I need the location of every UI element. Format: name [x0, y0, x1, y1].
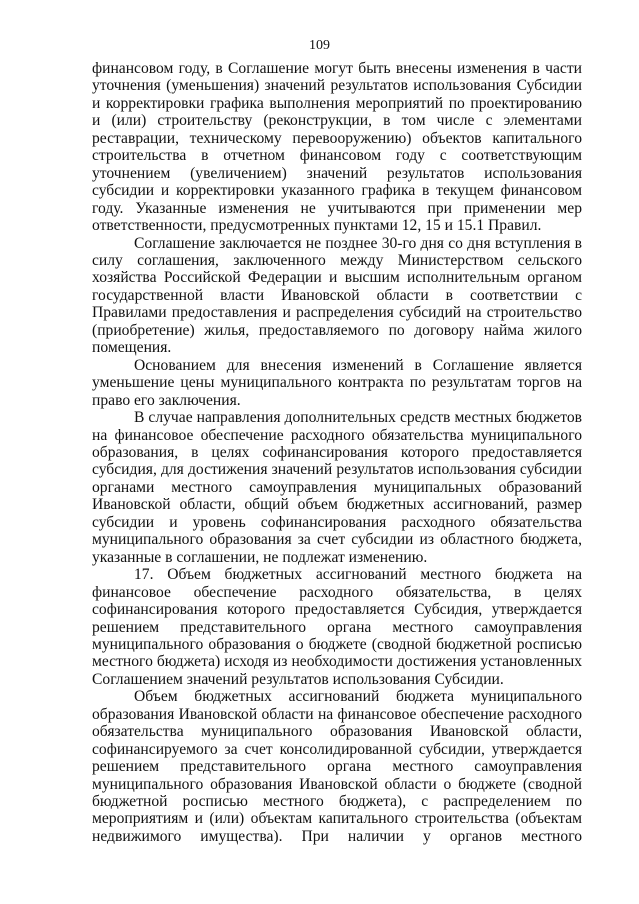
paragraph-amendment-grounds: Основанием для внесения изменений в Соглашение является уменьшение цены муниципального контракта по результатам торгов на право его заключения.: [92, 356, 582, 409]
paragraph-additional-funds: В случае направления дополнительных средств местных бюджетов на финансовое обеспечение расходного обязательства муниципального образования, в целях софинансирования которого предоставляется субсидия, для достижения значений результатов использования субсидии органами местного самоуправления муниципальных образований Ивановской области, общий объем бюджетных ассигнований, размер субсидии и уровень софинансирования расходного обязательства муниципального образования за счет субсидии из областного бюджета, указанные в соглашении, не подлежат изменению.: [92, 409, 582, 566]
page-number: 109: [309, 38, 330, 53]
paragraph-agreement-deadline: Соглашение заключается не позднее 30-го дня со дня вступления в силу соглашения, заключенного между Министерством сельского хозяйства Российской Федерации и высшим исполнительным органом государственной власти Ивановской области в соответствии с Правилами предоставления и распределения субсидий на строительство (приобретение) жилья, предоставляемого по договору найма жилого помещения.: [92, 234, 582, 357]
paragraph-continuation: финансовом году, в Соглашение могут быть внесены изменения в части уточнения (уменьшения) значений результатов использования Субсидии и корректировки графика выполнения мероприятий по проектированию и (или) строительству (реконструкции, в том числе с элементами реставрации, техническому перевооружению) объектов капитального строительства в отчетном финансовом году с соответствующим уточнением (увеличением) значений результатов использования субсидии и корректировки указанного графика в текущем финансовом году. Указанные изменения не учитываются при применении мер ответственности, предусмотренных пунктами 12, 15 и 15.1 Правил.: [92, 60, 582, 235]
document-body: [92, 60, 582, 845]
paragraph-item-17: 17. Объем бюджетных ассигнований местного бюджета на финансовое обеспечение расходного обязательства, в целях софинансирования которого предоставляется Субсидия, утверждается решением представительного органа местного самоуправления муниципального образования о бюджете (сводной бюджетной росписью местного бюджета) исходя из необходимости достижения установленных Соглашением значений результатов использования Субсидии.: [92, 566, 582, 688]
paragraph-consolidated-subsidy: Объем бюджетных ассигнований бюджета муниципального образования Ивановской области на финансовое обеспечение расходного обязательства муниципального образования Ивановской области, софинансируемого за счет консолидированной субсидии, утверждается решением представительного органа местного самоуправления муниципального образования Ивановской области о бюджете (сводной бюджетной росписью местного бюджета), с распределением по мероприятиям и (или) объектам капитального строительства (объектам недвижимого имущества). При наличии у органов местного: [92, 688, 582, 845]
